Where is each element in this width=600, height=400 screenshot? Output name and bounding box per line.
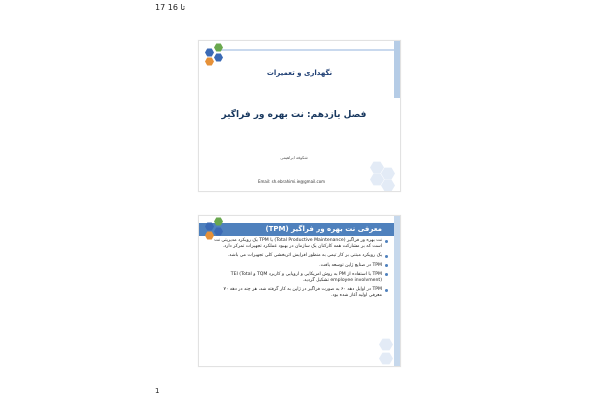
hexagon-icon — [205, 57, 214, 66]
slide-side-bar — [394, 216, 400, 366]
page-header-text: 17 تا 16 — [155, 3, 186, 12]
bullet-item: نت بهره ور فراگیر (Total Productive Maintenance) یا TPM یک رویکرد مدیریتی نت است که بر مشارکت همه کارکنان یک سازمان در بهبود عملکرد تجهیزات تمرکز دارد. — [212, 238, 382, 250]
slide-content-thumbnail — [198, 215, 401, 367]
page-number: 1 — [155, 387, 160, 395]
slide-title-thumbnail — [198, 40, 401, 192]
hexagon-icon — [205, 48, 214, 57]
hexagon-icon — [379, 352, 393, 365]
hexagon-icon — [379, 338, 393, 351]
author-name: شکوفه ابراهیمی — [280, 155, 308, 160]
bullet-item: TPM در صنایع ژاپن توسعه یافت. — [212, 263, 382, 269]
slide-subject: نگهداری و تعمیرات — [266, 69, 333, 77]
author-email: Email: sh.ebrahimi.ie@gmail.com — [257, 179, 326, 184]
hexagon-icon — [214, 53, 223, 62]
slide-bullet-list — [212, 238, 388, 303]
bullet-item: یک رویکرد مبتنی بر کار تیمی به منظور افزایش اثربخشی کلی تجهیزات می باشد. — [212, 253, 382, 259]
title-accent-line — [219, 49, 394, 51]
bullet-item: TPM با استفاده از PM به روش امریکایی و اروپایی و کاربرد TQM و TEI (Total employee involvment) تشکیل گردید. — [212, 272, 382, 284]
bullet-item: TPM در اوایل دهه ۶۰ به صورت فراگیر در ژاپن به کار گرفته شد، هر چند در دهه ۷۰ معرفی اولیه آغاز شده بود. — [212, 287, 382, 299]
slide-title: فصل یازدهم: نت بهره ور فراگیر — [221, 110, 367, 120]
slide-title: معرفی نت بهره ور فراگیر (TPM) — [265, 225, 382, 233]
